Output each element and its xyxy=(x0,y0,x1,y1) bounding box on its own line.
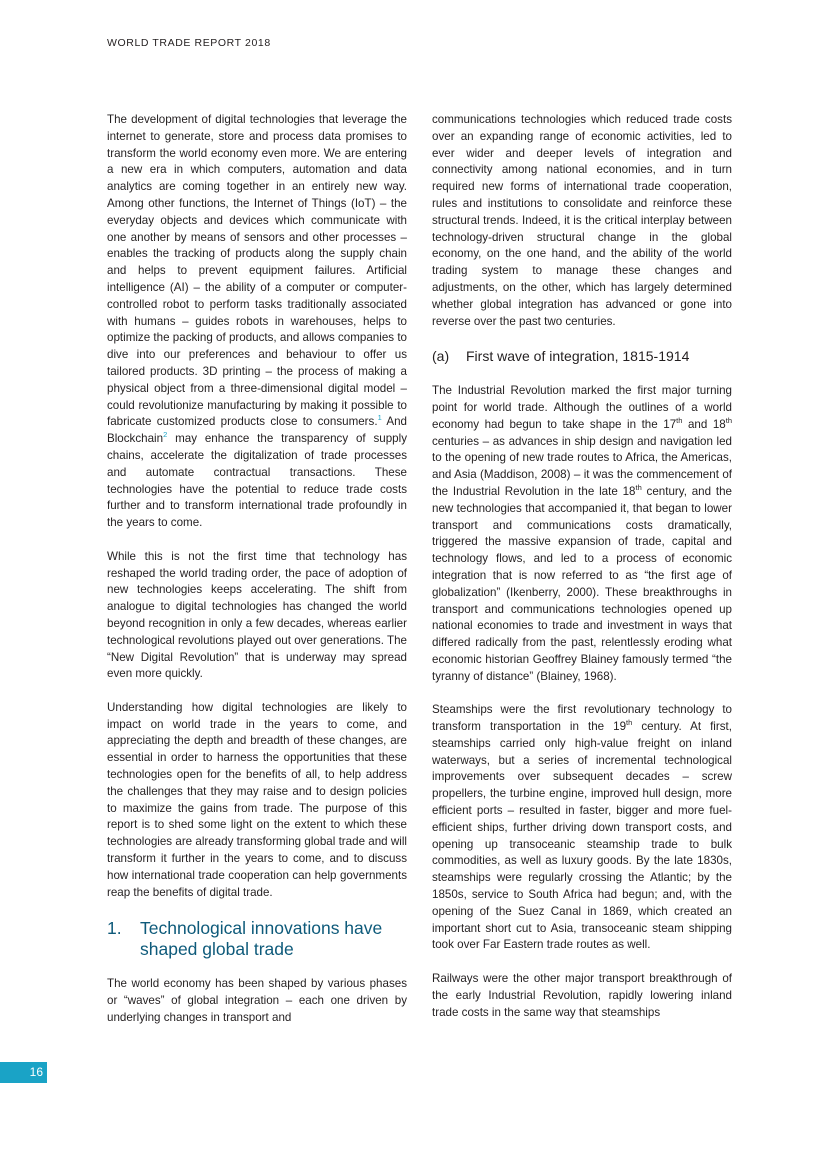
paragraph-text: may enhance the transparency of supply chains, accelerate the digitalization of trade processes and automate contractual transactions. These technologies have the potential to reduce trade costs further and to transform international trade profoundly in the years to come. xyxy=(107,432,407,530)
paragraph-text: century. At first, steamships carried only high-value freight on inland waterways, but a series of incremental technological improvements over subsequent decades – screw propellers, the turbine engine, improved hull design, more efficient ports – resulted in faster, bigger and more fuel-efficient ships, further driving down transport costs, and opening up transoceanic steamship trade to bulk commodities, as well as luxury goods. By the late 1830s, steamships were regularly crossing the Atlantic; by the 1850s, service to South Africa had begun; and, with the opening of the Suez Canal in 1869, which created an important short cut to Asia, transoceanic steam shipping took over Far Eastern trade routes as well. xyxy=(432,720,732,952)
paragraph-text: century, and the new technologies that accompanied it, that began to lower transport and communications costs dramatically, triggered the massive expansion of trade, capital and technology flows, and led to a process of economic integration that is now referred to as “the first age of globalization” (Ikenberry, 2000). These breakthroughs in transport and communications technologies opened up national economies to trade and investment in ways that differed radically from the past, relentlessly eroding what economic historian Geoffrey Blainey famously termed “the tyranny of distance” (Blainey, 1968). xyxy=(432,484,732,683)
paragraph-steamships xyxy=(432,702,732,954)
paragraph-text: And Blockchain xyxy=(107,415,407,446)
paragraph-text: The development of digital technologies that leverage the internet to generate, store and process data promises to transform the world economy even more. We are entering a new era in which computers, automation and data analytics are coming together in an entirely new way. Among other functions, the Internet of Things (IoT) – the everyday objects and devices which communicate with one another by means of sensors and other processes – enables the tracking of products along the supply chain and helps to prevent equipment failures. Artificial intelligence (AI) – the ability of a computer or computer-controlled robot to perform tasks traditionally associated with humans – guides robots in warehouses, helps to optimize the packing of products, and allows companies to dive into our preferences and behaviour to offer us tailored products. 3D printing – the process of making a physical object from a three-dimensional digital model – could revolutionize manufacturing by making it possible to fabricate customized products close to consumers. xyxy=(107,113,407,429)
paragraph-railways: Railways were the other major transport breakthrough of the early Industrial Revolution, rapidly lowering inland trade costs in the same way that steamships xyxy=(432,972,732,1019)
footnote-ref-1[interactable]: 1 xyxy=(377,413,382,423)
left-column xyxy=(107,112,407,1043)
subsection-number: (a) xyxy=(432,348,450,365)
paragraph-report-purpose: Understanding how digital technologies are likely to impact on world trade in the years to come, and appreciating the depth and breadth of these changes, are essential in order to harness the opportunities that these technologies open for the benefits of all, to help address the challenges that they may raise and to design policies to maximize the gains from trade. The purpose of this report is to shed some light on the extent to which these technologies are already transforming global trade and will transform it further in the years to come, and to discuss how international trade cooperation can help governments reap the benefits of digital trade. xyxy=(107,700,407,899)
footnote-ref-2[interactable]: 2 xyxy=(163,430,168,440)
paragraph-reshaped-trading-order: While this is not the first time that technology has reshaped the world trading order, the pace of adoption of new technologies keeps accelerating. The shift from analogue to digital technologies has changed the world beyond recognition in only a few decades, whereas earlier technological revolutions played out over generations. The “New Digital Revolution” that is underway may spread even more quickly. xyxy=(107,549,407,681)
superscript: th xyxy=(676,415,683,425)
paragraph-digital-technologies xyxy=(107,112,407,532)
paragraph-waves-of-integration: The world economy has been shaped by various phases or “waves” of global integration – each one driven by underlying changes in transport and xyxy=(107,977,407,1024)
subsection-heading xyxy=(432,347,732,365)
section-heading xyxy=(107,918,407,960)
section-title: Technological innovations have shaped global trade xyxy=(140,918,383,960)
superscript: th xyxy=(635,483,642,493)
paragraph-text: Steamships were the first revolutionary technology to transform transportation in the 19 xyxy=(432,703,732,734)
page-number: 16 xyxy=(0,1062,47,1083)
superscript: th xyxy=(725,415,732,425)
paragraph-communications-technologies: communications technologies which reduced trade costs over an expanding range of economic activities, led to ever wider and deeper levels of integration and connectivity among national economies, and in turn required new forms of international trade cooperation, rules and institutions to consolidate and reinforce these structural trends. Indeed, it is the critical interplay between technology-driven structural change in the global economy, on the one hand, and the ability of the world trading system to manage these changes and adjustments, on the other, which has largely determined whether global integration has advanced or gone into reverse over the past two centuries. xyxy=(432,113,732,328)
subsection-title: First wave of integration, 1815-1914 xyxy=(466,348,690,365)
superscript: th xyxy=(626,718,633,728)
section-number: 1. xyxy=(107,918,122,939)
right-column xyxy=(432,112,732,1038)
paragraph-text: The Industrial Revolution marked the first major turning point for world trade. Although the outlines of a world economy had begun to take shape in the 17 xyxy=(432,384,732,431)
paragraph-text: centuries – as advances in ship design and navigation led to the opening of new trade routes to Africa, the Americas, and Asia (Maddison, 2008) – it was the commencement of the Industrial Revolution in the late 18 xyxy=(432,434,732,498)
paragraph-text: and 18 xyxy=(682,417,726,431)
running-title: WORLD TRADE REPORT 2018 xyxy=(107,37,271,49)
paragraph-industrial-revolution xyxy=(432,383,732,685)
